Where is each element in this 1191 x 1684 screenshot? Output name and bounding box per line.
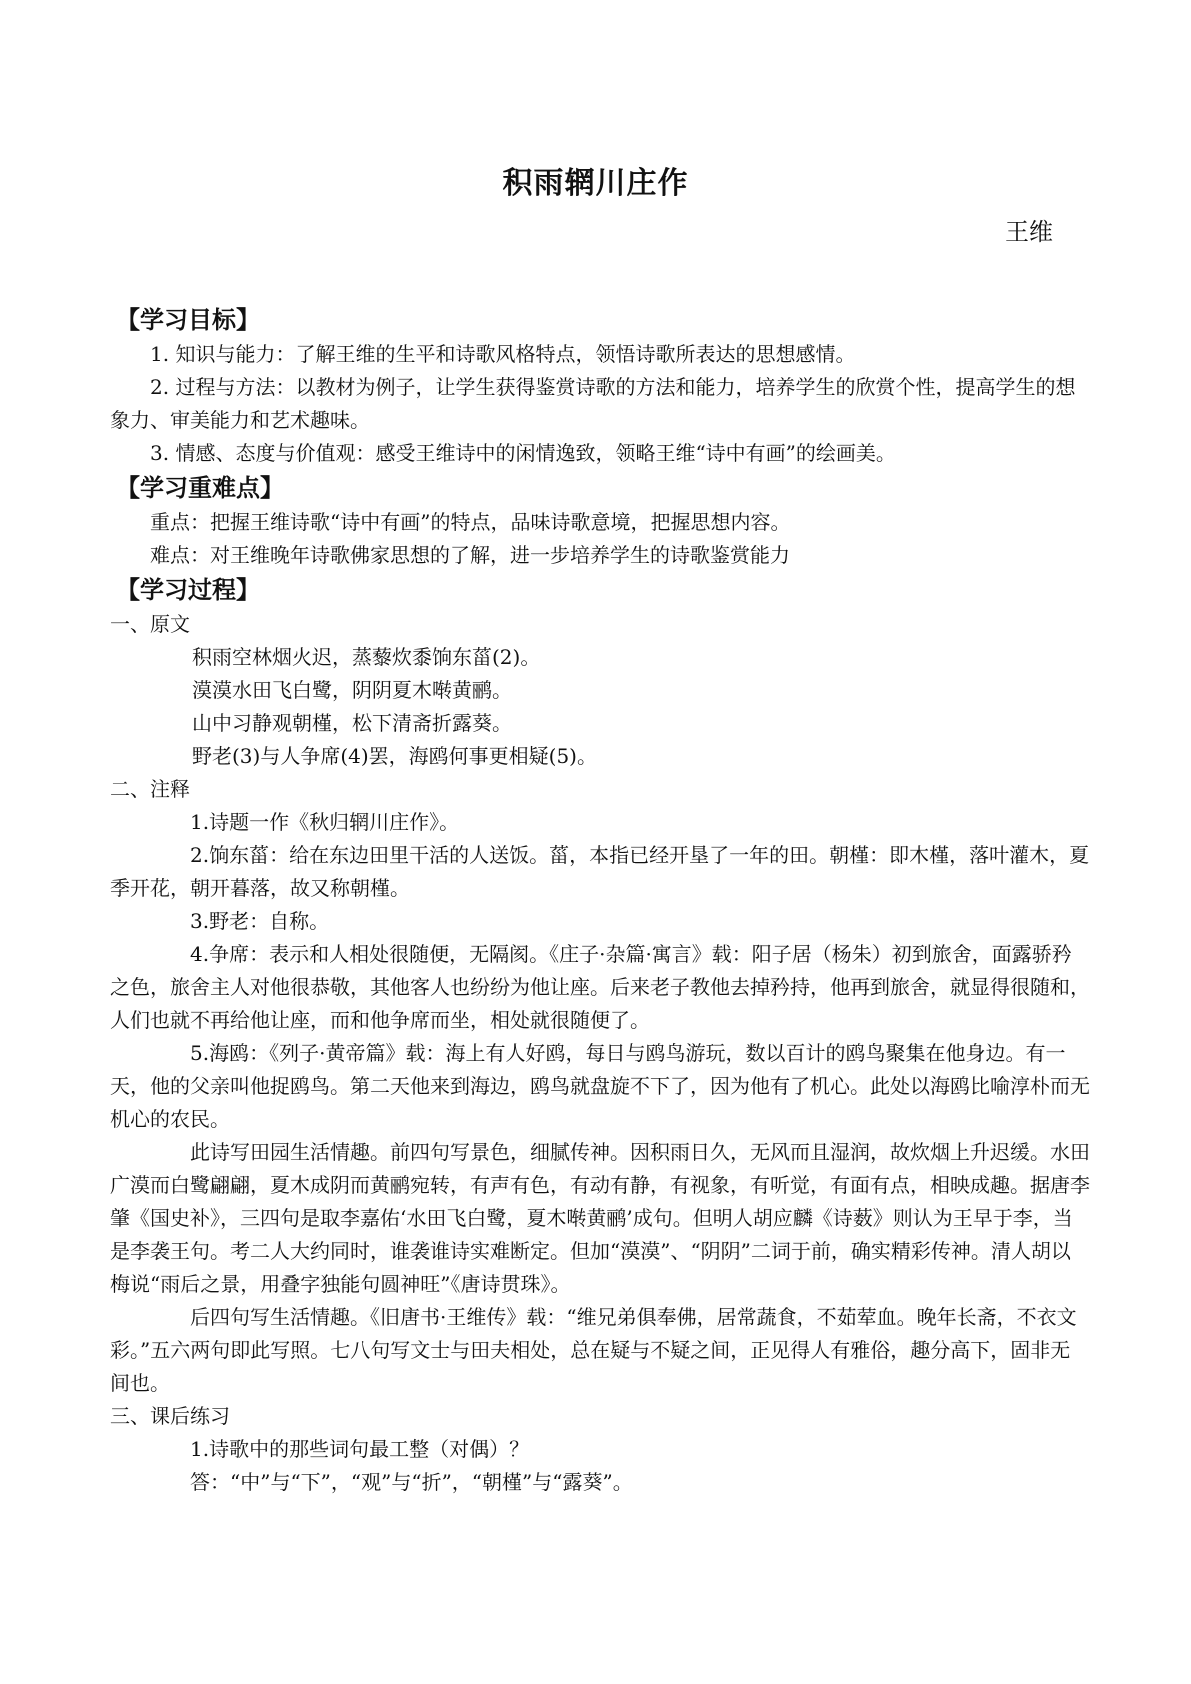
goal-item: 3. 情感、态度与价值观：感受王维诗中的闲情逸致，领略王维“诗中有画”的绘画美。: [150, 441, 896, 465]
goal-item: 2. 过程与方法：以教材为例子，让学生获得鉴赏诗歌的方法和能力，培养学生的欣赏个性，提高学生的想象力、审美能力和艺术趣味。: [110, 375, 1076, 432]
document-body: [110, 302, 1090, 1499]
key-points-heading: 【学习重难点】: [116, 474, 284, 502]
process-heading: 【学习过程】: [116, 576, 260, 604]
exercise-answer: 答：“中”与“下”，“观”与“折”，“朝槿”与“露葵”。: [190, 1470, 633, 1494]
poem-line: 漠漠水田飞白鹭，阴阴夏木啭黄鹂。: [192, 678, 512, 702]
analysis-paragraph: 后四句写生活情趣。《旧唐书·王维传》载：“维兄弟俱奉佛，居常蔬食，不茹荤血。晚年长斋，不衣文彩。”五六两句即此写照。七八句写文士与田夫相处，总在疑与不疑之间，正见得人有雅俗，趣分高下，固非无间也。: [110, 1305, 1077, 1395]
key-point-item: 难点：对王维晚年诗歌佛家思想的了解，进一步培养学生的诗歌鉴赏能力: [150, 543, 790, 567]
note-item: 1.诗题一作《秋归辋川庄作》。: [190, 810, 460, 834]
notes-label: 二、注释: [110, 777, 190, 801]
analysis-paragraph: 此诗写田园生活情趣。前四句写景色，细腻传神。因积雨日久，无风而且湿润，故炊烟上升迟缓。水田广漠而白鹭翩翩，夏木成阴而黄鹂宛转，有声有色，有动有静，有视象，有听觉，有面有点，相映成趣。据唐李肇《国史补》，三四句是取李嘉佑‘水田飞白鹭，夏木啭黄鹂’成句。但明人胡应麟《诗薮》则认为王早于李，当是李袭王句。考二人大约同时，谁袭谁诗实难断定。但加“漠漠”、“阴阴”二词于前，确实精彩传神。清人胡以梅说“雨后之景，用叠字独能句圆神旺”《唐诗贯珠》。: [110, 1140, 1090, 1296]
note-item: 4.争席：表示和人相处很随便，无隔阂。《庄子·杂篇·寓言》载：阳子居（杨朱）初到旅舍，面露骄矜之色，旅舍主人对他很恭敬，其他客人也纷纷为他让座。后来老子教他去掉矜持，他再到旅舍，就显得很随和，人们也就不再给他让座，而和他争席而坐，相处就很随便了。: [110, 942, 1090, 1032]
exercise-question: 1.诗歌中的那些词句最工整（对偶）？: [190, 1437, 530, 1461]
note-item: 3.野老：自称。: [190, 909, 330, 933]
note-item: 5.海鸥：《列子·黄帝篇》载：海上有人好鸥，每日与鸥鸟游玩，数以百计的鸥鸟聚集在他身边。有一天，他的父亲叫他捉鸥鸟。第二天他来到海边，鸥鸟就盘旋不下了，因为他有了机心。此处以海鸥比喻淳朴而无机心的农民。: [110, 1041, 1090, 1131]
original-label: 一、原文: [110, 612, 190, 636]
exercises-label: 三、课后练习: [110, 1404, 230, 1428]
note-item: 2.饷东菑：给在东边田里干活的人送饭。菑，本指已经开垦了一年的田。朝槿：即木槿，落叶灌木，夏季开花，朝开暮落，故又称朝槿。: [110, 843, 1090, 900]
key-point-item: 重点：把握王维诗歌“诗中有画”的特点，品味诗歌意境，把握思想内容。: [150, 510, 791, 534]
author: 王维: [1005, 218, 1053, 246]
poem-line: 野老(3)与人争席(4)罢，海鸥何事更相疑(5)。: [192, 744, 597, 768]
poem-line: 山中习静观朝槿，松下清斋折露葵。: [192, 711, 512, 735]
goals-heading: 【学习目标】: [116, 306, 260, 334]
goal-item: 1. 知识与能力：了解王维的生平和诗歌风格特点，领悟诗歌所表达的思想感情。: [150, 342, 856, 366]
poem-line: 积雨空林烟火迟，蒸藜炊黍饷东菑(2)。: [192, 645, 541, 669]
page-title: 积雨辋川庄作: [502, 166, 689, 201]
